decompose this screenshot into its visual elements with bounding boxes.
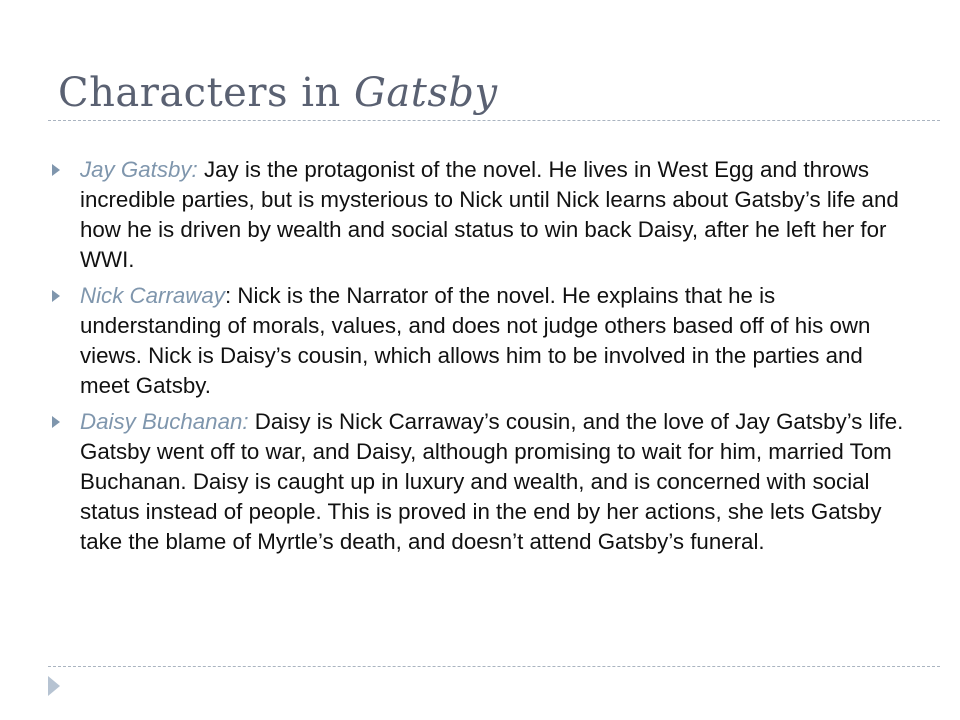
bullet-jay-gatsby	[50, 155, 912, 275]
footer-divider	[48, 666, 940, 667]
bullet-daisy-buchanan	[50, 407, 912, 557]
character-name: Daisy Buchanan:	[80, 409, 249, 434]
character-name: Nick Carraway	[80, 283, 225, 308]
character-description: : Nick is the Narrator of the novel. He explains that he is understanding of morals, values, and does not judge others based off of his own views. Nick is Daisy’s cousin, which allows him to be involved in the parties and meet Gatsby.	[80, 283, 871, 398]
character-description: Daisy is Nick Carraway’s cousin, and the love of Jay Gatsby’s life. Gatsby went off to war, and Daisy, although promising to wait for him, married Tom Buchanan. Daisy is caught up in luxury and wealth, and is concerned with social status instead of people. This is proved in the end by her actions, she lets Gatsby take the blame of Myrtle’s death, and doesn’t attend Gatsby’s funeral.	[80, 409, 904, 554]
character-name: Jay Gatsby:	[80, 157, 198, 182]
bullet-arrow-icon	[52, 164, 60, 176]
bullet-arrow-icon	[52, 416, 60, 428]
bullet-nick-carraway	[50, 281, 912, 401]
corner-arrow-icon	[48, 676, 60, 696]
title-italic: Gatsby	[353, 70, 498, 116]
slide-title	[58, 68, 498, 118]
title-divider	[48, 120, 940, 121]
character-description: Jay is the protagonist of the novel. He lives in West Egg and throws incredible parties, but is mysterious to Nick until Nick learns about Gatsby’s life and how he is driven by wealth and social status to win back Daisy, after he left her for WWI.	[80, 157, 899, 272]
bullet-list	[50, 155, 912, 563]
bullet-arrow-icon	[52, 290, 60, 302]
title-main: Characters in	[58, 70, 341, 116]
